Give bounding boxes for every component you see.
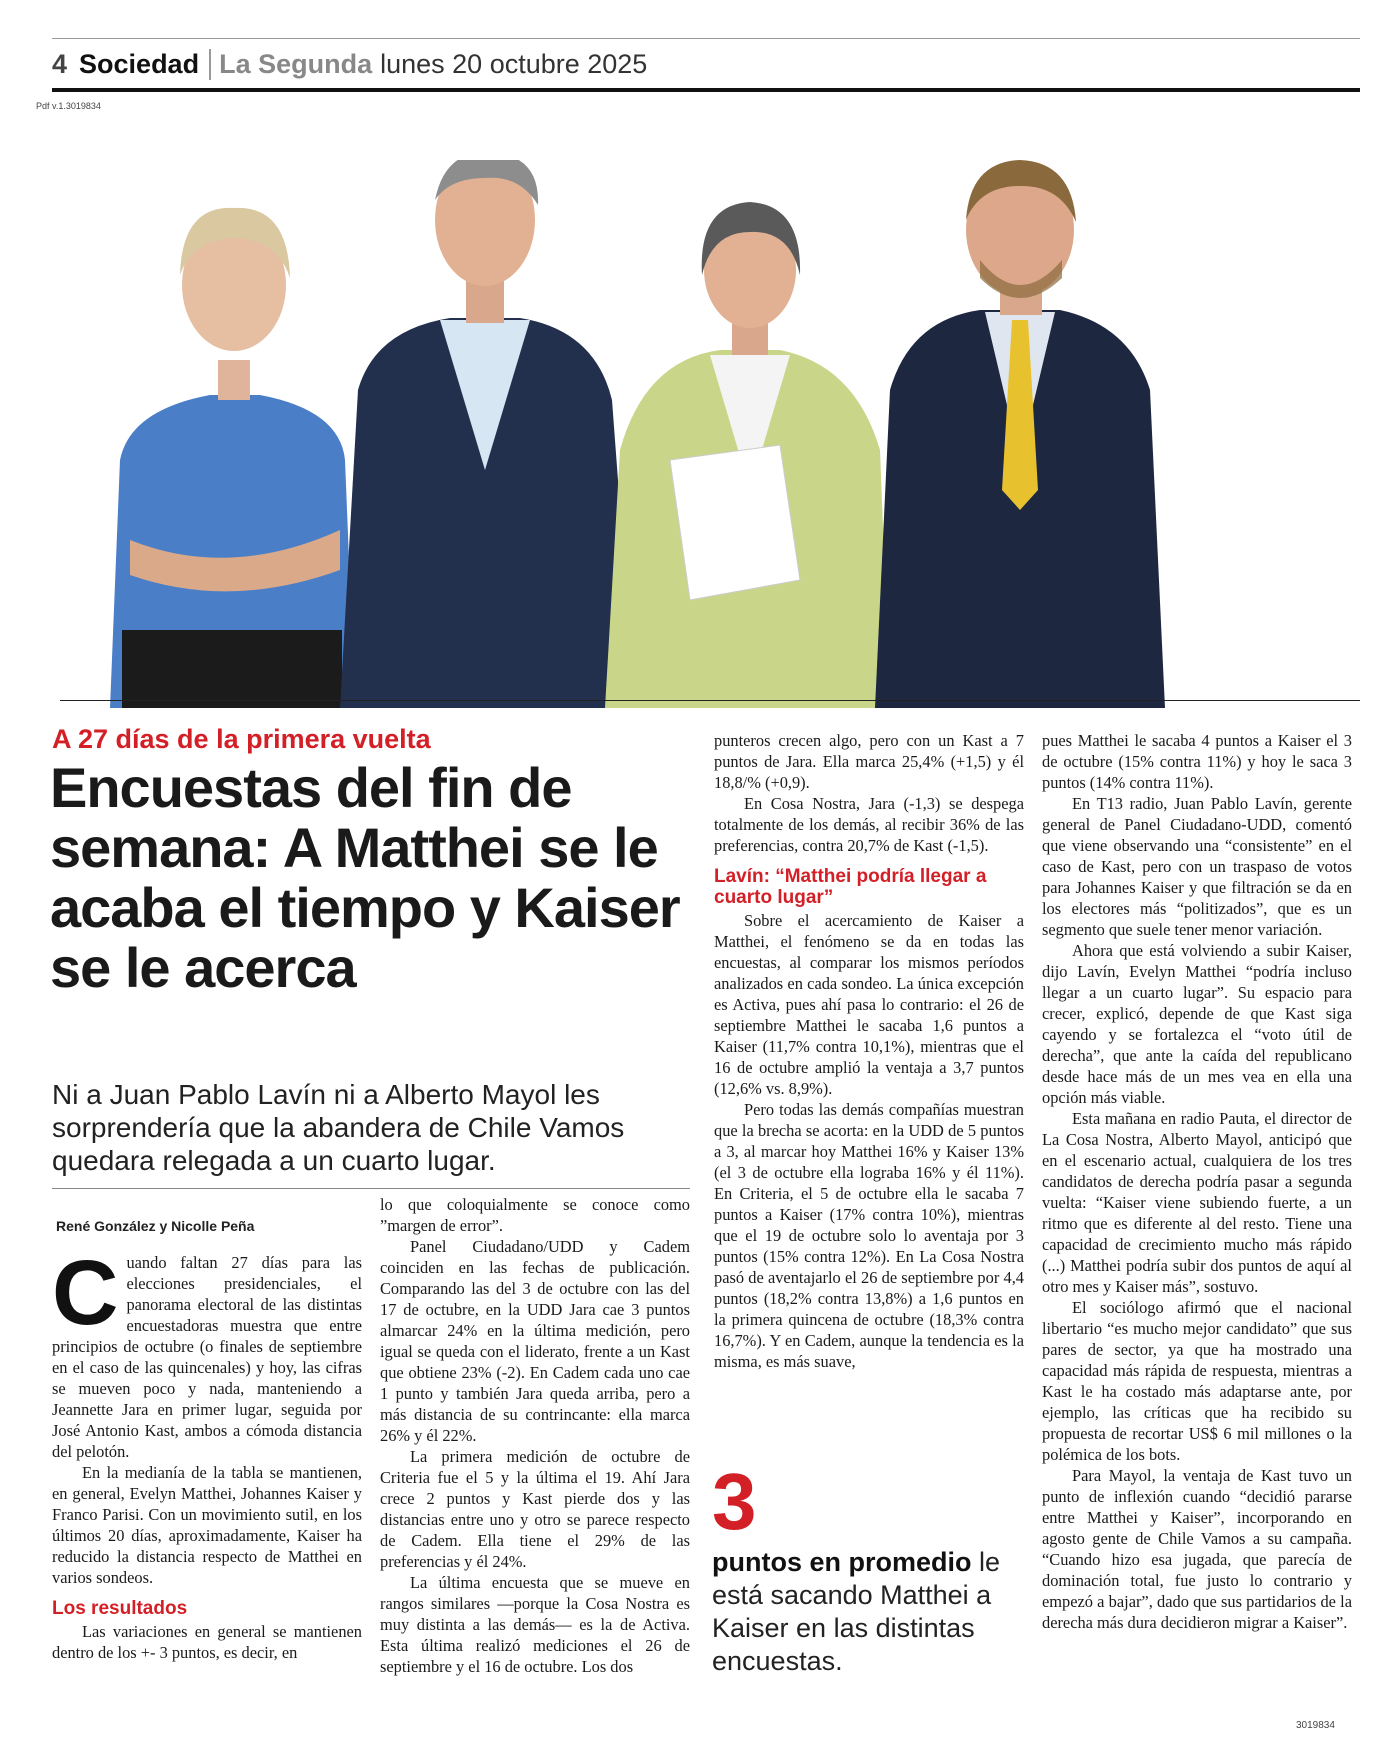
article-column-2 [380,1194,690,1677]
header-rule [52,88,1360,92]
issue-date: lunes 20 octubre 2025 [380,48,648,79]
paragraph: punteros crecen algo, pero con un Kast a 7 puntos de Jara. Ella marca 25,4% (+1,5) y él 18,8/% (+0,9). [714,731,1024,792]
person-kaiser [875,160,1165,708]
deck-rule [52,1188,690,1189]
deck: Ni a Juan Pablo Lavín ni a Alberto Mayol les sorprendería que la abandera de Chile Vamos quedara relegada a un cuarto lugar. [52,1079,625,1176]
byline: René González y Nicolle Peña [56,1218,255,1234]
paragraph: pues Matthei le sacaba 4 puntos a Kaiser el 3 de octubre (15% contra 11%) y hoy le saca 3 puntos (14% contra 11%). [1042,731,1352,792]
article-column-3 [714,730,1024,1372]
pdf-version: Pdf v.1.3019834 [36,101,101,111]
subhead-lavin: Lavín: “Matthei podría llegar a cuarto lugar” [714,866,987,908]
subhead-resultados: Los resultados [52,1598,188,1619]
paragraph: El sociólogo afirmó que el nacional libertario “es mucho mejor candidato” que sus pares de sector, ya que ha mostrado una capacidad más rápida de respuesta, mientras a Kast le ha costado más adaptarse ante, por ejemplo, las críticas que ha recibido su propuesta de recortar US$ 6 mil millones o la polémica de los bots. [1042,1298,1352,1464]
paragraph: Panel Ciudadano/UDD y Cadem coinciden en las fechas de publicación. Comparando las del 3 de octubre con las del 17 de octubre, en la UDD Jara cae 3 puntos almarcar 24% en la última medición, pero igual se queda con el liderato, frente a un Kast que obtiene 23% (-2). En Cadem cada uno cae 1 punto y también Jara queda arriba, pero a más distancia de su contrincante: ella marca 26% y él 22%. [380,1237,690,1445]
header-top-rule [52,38,1360,39]
page-header [52,44,647,84]
candidates-photo [100,160,1350,708]
kicker: A 27 días de la primera vuelta [52,724,431,754]
article-column-1 [52,1242,362,1663]
paragraph: En Cosa Nostra, Jara (-1,3) se despega totalmente de los demás, al recibir 36% de las preferencias, contra 20,7% de Kast (-1,5). [714,794,1024,855]
paragraph: Cuando faltan 27 días para las elecciones presidenciales, el panorama electoral de las distintas encuestadoras muestra que entre principios de octubre (o finales de septiembre en el caso de las quincenales) y hoy, las cifras se mueven poco y nada, manteniendo a Jeannette Jara en primer lugar, seguida por José Antonio Kast, ambos a cómoda distancia del pelotón. [52,1242,362,1461]
paragraph: Para Mayol, la ventaja de Kast tuvo un punto de inflexión cuando “decidió pararse entre Matthei y Kaiser”, incorporando en agosto gente de Chile Vamos a su campaña. “Cuando hizo esa jugada, que parecía de dominación total, fue justo lo contrario y empezó a bajar”, dado que sus partidarios de la derecha más dura decidieron migrar a Kaiser”. [1042,1466,1352,1632]
callout-text [712,1546,1012,1678]
person-jara [605,202,890,708]
photo-rule [60,700,1360,701]
paragraph: La primera medición de octubre de Criteria fue el 5 y la última el 19. Ahí Jara crece 2 puntos y Kast pierde dos y las distancias entre uno y otro se parece respecto de Cadem. Ella tiene el 29% de las preferencias y él 24%. [380,1447,690,1571]
section-name: Sociedad [79,49,211,80]
paragraph: Pero todas las demás compañías muestran que la brecha se acorta: en la UDD de 5 puntos a 3, al marcar hoy Matthei 16% y Kaiser 13% (el 3 de octubre ella lograba 16% y él 11%). En Criteria, el 5 de octubre ella le sacaba 7 puntos a Kaiser (17% contra 10%), mientras que el 19 de octubre solo lo aventaja por 3 puntos (15% contra 12%). En La Cosa Nostra pasó de aventajarlo el 26 de septiembre por 4,4 puntos (18,2% contra 13,8%) a 1,6 puntos en la primera quincena de octubre (18,3% contra 16,7%). Y en Cadem, aunque la tendencia es la misma, es más suave, [714,1100,1024,1371]
paragraph: Sobre el acercamiento de Kaiser a Matthei, el fenómeno se da en todas las encuestas, al comparar los mismos períodos analizados en cada sondeo. La única excepción es Activa, pues ahí pasa lo contrario: el 26 de septiembre Matthei le sacaba 1,6 puntos a Kaiser (11,7% contra 10,1%), mientras que el 16 de octubre amplió la ventaja a 3,7 puntos (12,6% vs. 8,9%). [714,911,1024,1098]
paragraph: lo que coloquialmente se conoce como ”margen de error”. [380,1195,690,1235]
callout-bold: puntos en promedio [712,1547,972,1577]
callout-rest: le está sacando Matthei a Kaiser en las distintas encuestas. [712,1547,1001,1676]
person-kast [340,160,635,708]
article-column-4 [1042,730,1352,1633]
paragraph: En T13 radio, Juan Pablo Lavín, gerente general de Panel Ciudadano-UDD, comentó que viene observando una “consistente” en el caso de Kast, pero con un traspaso de votos para Johannes Kaiser y que filtración se da en los electores más “politizados”, que es un segmento que suele tener menor variación. [1042,794,1352,939]
person-matthei [110,208,355,708]
dropcap: C [52,1242,119,1344]
headline: Encuestas del fin de semana: A Matthei se le acaba el tiempo y Kaiser se le acerca [50,756,680,999]
paragraph: En la medianía de la tabla se mantienen, en general, Evelyn Matthei, Johannes Kaiser y Franco Parisi. Con un movimiento sutil, en los últimos 20 días, aproximadamente, Kaiser ha reducido la distancia respecto de Matthei en varios sondeos. [52,1463,362,1587]
paragraph: Las variaciones en general se mantienen dentro de los +- 3 puntos, es decir, en [52,1622,362,1662]
publication-name: La Segunda [219,48,373,79]
paragraph: Esta mañana en radio Pauta, el director de La Cosa Nostra, Alberto Mayol, anticipó que en el escenario actual, cualquiera de los tres candidatos de derecha podría pasar a segunda vuelta: “Kaiser viene subiendo fuerte, a un ritmo que es diferente al del resto. Tiene una capacidad de crecimiento mucho más rápido (...) Matthei podría subir dos puntos de aquí al otro mes y Kaiser más”, sostuvo. [1042,1109,1352,1296]
footer-code: 3019834 [1296,1720,1335,1731]
callout-number: 3 [712,1457,757,1546]
paragraph: La última encuesta que se mueve en rangos similares —porque la Cosa Nostra es muy distinta a las demás— es la de Activa. Esta última realizó mediciones el 26 de septiembre y el 16 de octubre. Los dos [380,1573,690,1676]
paragraph: Ahora que está volviendo a subir Kaiser, dijo Lavín, Evelyn Matthei “podría incluso llegar a un cuarto lugar”. Su espacio para crecer, explicó, depende de que Kast siga cayendo y se fortalezca el “voto útil de derecha”, que ante la caída del republicano desde hace más de un mes vea en ella una opción más viable. [1042,941,1352,1107]
page-number: 4 [52,48,68,79]
